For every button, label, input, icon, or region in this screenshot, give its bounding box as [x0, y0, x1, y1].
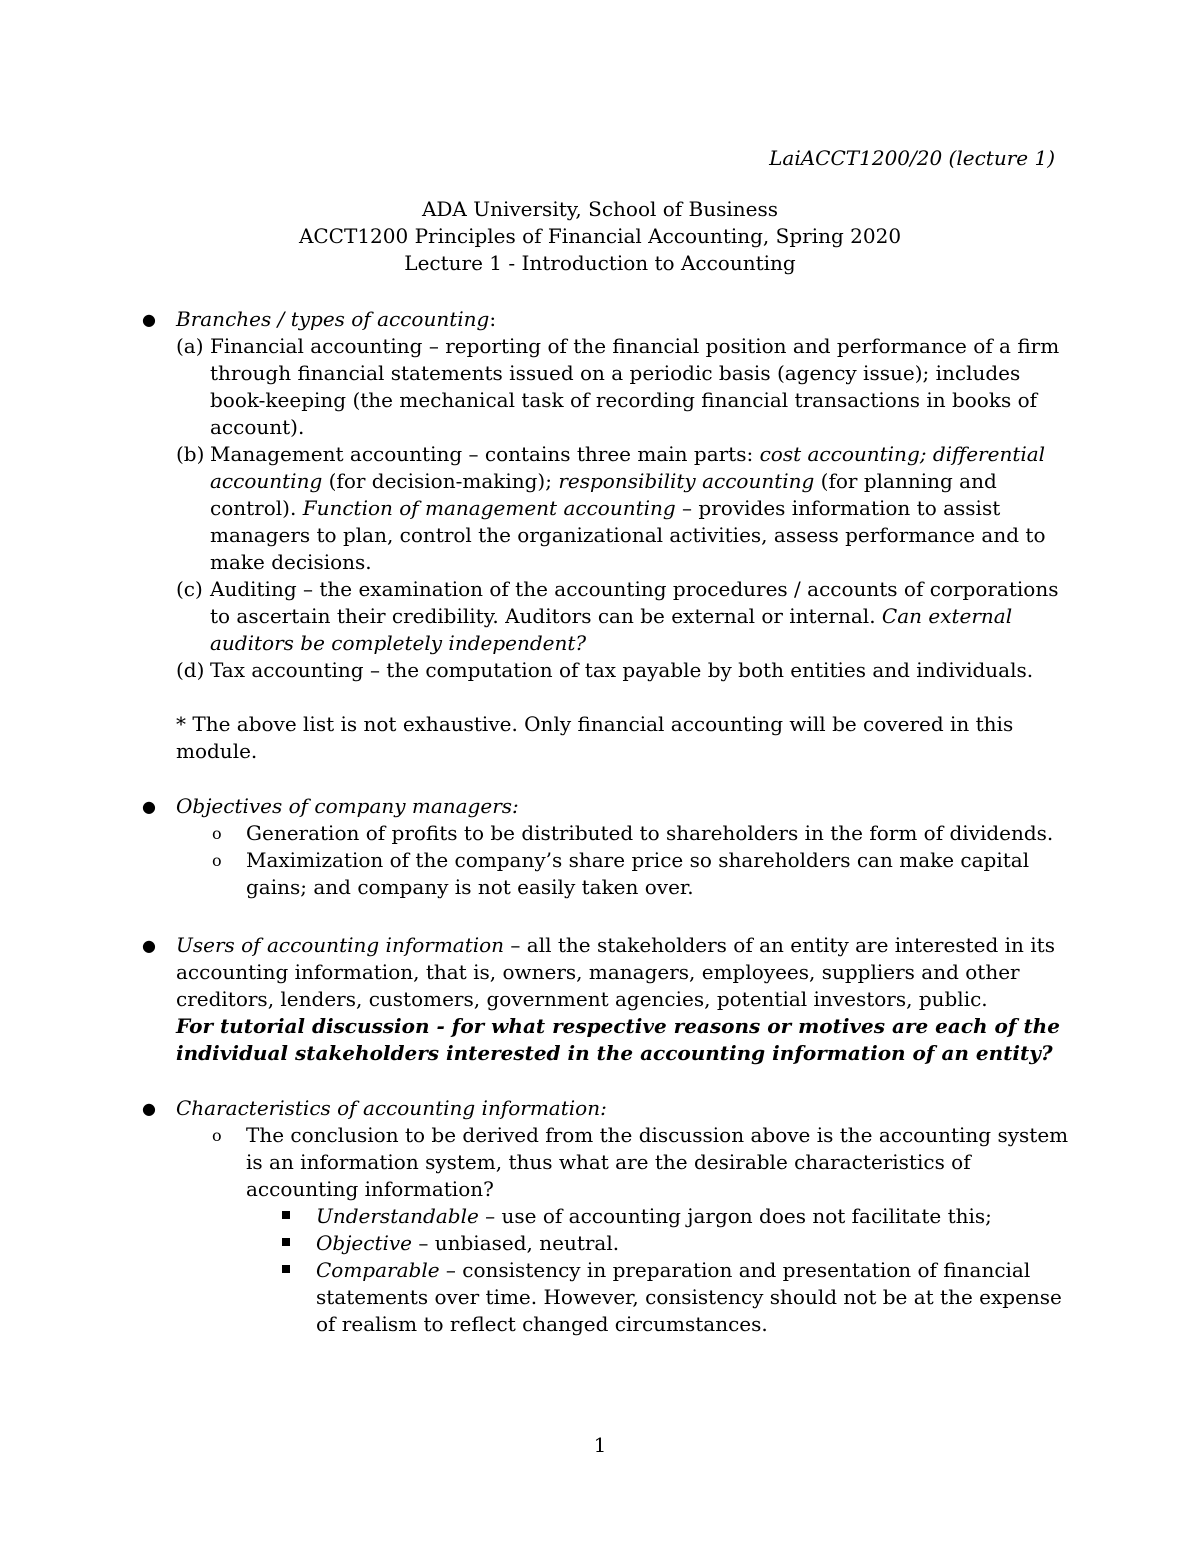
page-number: 1	[593, 1433, 607, 1457]
bullet-dot-icon: ●	[142, 1099, 156, 1118]
objectives-heading: Objectives of company managers:	[176, 794, 519, 818]
circle-bullet-icon: o	[212, 851, 222, 870]
circle-bullet-icon: o	[212, 1126, 222, 1145]
list-item: Comparable – consistency in preparation and presentation of financial statements over time. However, consistency should not be at the expense of realism to reflect changed circumstances.	[316, 1257, 1076, 1338]
lecture-title-line: Lecture 1 - Introduction to Accounting	[404, 251, 796, 275]
characteristics-sublist	[316, 1203, 1076, 1338]
branch-item-c: (c) Auditing – the examination of the accounting procedures / accounts of corporations to ascertain their credibility. Auditors can be external or internal. Can external auditors be completely independent?	[176, 577, 1059, 655]
branches-section	[142, 306, 1076, 765]
branch-item-a: (a) Financial accounting – reporting of the financial position and performance of a firm through financial statements issued on a periodic basis (agency issue); includes book-keeping (the mechanical task of recording financial transactions in books of account).	[176, 334, 1060, 439]
objectives-section	[142, 793, 1076, 901]
users-paragraph: Users of accounting information – all the stakeholders of an entity are interested in its accounting information, that is, owners, managers, employees, suppliers and other creditors, lenders, customers, government agencies, potential investors, public.	[176, 933, 1055, 1011]
course-reference: LaiACCT1200/20 (lecture 1)	[769, 146, 1055, 170]
title-block	[0, 196, 1200, 277]
university-line: ADA University, School of Business	[421, 197, 779, 221]
square-bullet-icon	[282, 1238, 290, 1246]
list-item: Understandable – use of accounting jargon does not facilitate this;	[316, 1203, 1076, 1230]
branches-heading: Branches / types of accounting:	[176, 307, 497, 331]
branch-item-d: (d) Tax accounting – the computation of tax payable by both entities and individuals.	[176, 658, 1034, 682]
objectives-list	[212, 820, 1076, 901]
branches-note: * The above list is not exhaustive. Only financial accounting will be covered in this module.	[176, 712, 1014, 763]
course-title-line: ACCT1200 Principles of Financial Accounting, Spring 2020	[298, 224, 902, 248]
bullet-dot-icon: ●	[142, 936, 156, 955]
bullet-dot-icon: ●	[142, 797, 156, 816]
characteristics-section	[142, 1095, 1076, 1338]
users-section	[142, 932, 1076, 1067]
list-item: o Maximization of the company’s share price so shareholders can make capital gains; and company is not easily taken over.	[212, 848, 1030, 899]
circle-bullet-icon: o	[212, 824, 222, 843]
list-item: o The conclusion to be derived from the discussion above is the accounting system is an information system, thus what are the desirable characteristics of accounting information?	[212, 1123, 1069, 1201]
list-item: Objective – unbiased, neutral.	[316, 1230, 1076, 1257]
characteristics-list	[212, 1122, 1076, 1338]
characteristics-heading: Characteristics of accounting information:	[176, 1096, 607, 1120]
list-item: o Generation of profits to be distributed to shareholders in the form of dividends.	[212, 821, 1054, 845]
tutorial-question: For tutorial discussion - for what respective reasons or motives are each of the individual stakeholders interested in the accounting information of an entity?	[176, 1014, 1060, 1065]
branch-item-b: (b) Management accounting – contains three main parts: cost accounting; differential accounting (for decision-making); responsibility accounting (for planning and control). Function of management accounting – provides information to assist managers to plan, control the organizational activities, assess performance and to make decisions.	[176, 442, 1046, 574]
square-bullet-icon	[282, 1265, 290, 1273]
square-bullet-icon	[282, 1211, 290, 1219]
bullet-dot-icon: ●	[142, 310, 156, 329]
